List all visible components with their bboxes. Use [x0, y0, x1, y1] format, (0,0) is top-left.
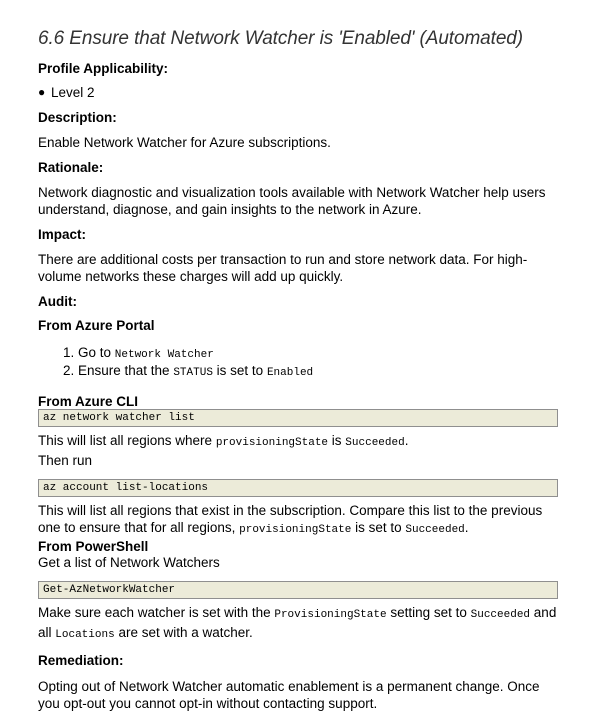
step2-code: STATUS: [173, 367, 213, 379]
step2-text: Ensure that the: [78, 363, 174, 378]
profile-heading: Profile Applicability:: [38, 61, 169, 76]
impact-text: There are additional costs per transaction to run and store network data. For high-volume networks these charges will add up quickly.: [38, 252, 528, 284]
cli-text-1-end: .: [404, 433, 409, 448]
profile-level: Level 2: [51, 85, 95, 100]
cli-text-2-end: .: [464, 520, 469, 535]
ps-text-2-value: Succeeded: [470, 609, 531, 621]
powershell-text: Get a list of Network Watchers: [38, 555, 220, 570]
cli-heading: From Azure CLI: [38, 394, 139, 409]
cli-text-2-code: provisioningState: [239, 524, 352, 536]
then-run-text: Then run: [38, 453, 93, 468]
description-text: Enable Network Watcher for Azure subscriptions.: [38, 135, 331, 150]
cli-text-2: [38, 502, 558, 539]
ps-text-2-b: setting set to: [386, 605, 471, 620]
cli-text-1-a: This will list all regions where: [38, 433, 216, 448]
remediation-text: Opting out of Network Watcher automatic enablement is a permanent change. Once you opt-out you cannot opt-in without contacting support.: [38, 679, 540, 711]
cli-command-2: az account list-locations: [38, 479, 558, 497]
ps-text-2-a: Make sure each watcher is set with the: [38, 605, 275, 620]
cli-text-1: [38, 432, 558, 452]
audit-heading: Audit:: [38, 294, 77, 309]
cli-text-2-value: Succeeded: [405, 524, 465, 536]
ps-text-2-d: are set with a watcher.: [114, 625, 253, 640]
ps-text-2-code: ProvisioningState: [274, 609, 387, 621]
rationale-heading: Rationale:: [38, 160, 104, 175]
document-page: [38, 28, 558, 712]
impact-heading: Impact:: [38, 227, 87, 242]
step1-code: Network Watcher: [114, 349, 214, 361]
profile-level-item: [38, 84, 558, 101]
powershell-command: Get-AzNetworkWatcher: [38, 581, 558, 599]
ps-text-2-c: and all: [38, 605, 557, 640]
ps-text-2-code2: Locations: [55, 629, 115, 641]
rationale-text: Network diagnostic and visualization tools available with Network Watcher help users understand, diagnose, and gain insights to the network in Azure.: [38, 185, 546, 217]
list-item: [78, 363, 558, 381]
bullet-icon: ●: [38, 85, 46, 99]
description-heading: Description:: [38, 110, 117, 125]
cli-text-1-code: provisioningState: [215, 437, 329, 449]
cli-text-1-b: is: [328, 433, 346, 448]
portal-steps: [38, 345, 558, 381]
cli-text-2-b: is set to: [351, 520, 406, 535]
step2-middle: is set to: [212, 363, 267, 378]
remediation-heading: Remediation:: [38, 653, 124, 668]
step2-value: Enabled: [266, 367, 314, 379]
powershell-text-2: [38, 604, 558, 644]
step1-text: Go to: [78, 345, 115, 360]
portal-heading: From Azure Portal: [38, 318, 155, 333]
list-item: [78, 345, 558, 363]
cli-command-1: az network watcher list: [38, 409, 558, 427]
powershell-heading: From PowerShell: [38, 539, 149, 554]
page-title: 6.6 Ensure that Network Watcher is 'Enabled' (Automated): [38, 28, 523, 49]
cli-text-1-value: Succeeded: [345, 437, 405, 449]
cli-text-2-a: This will list all regions that exist in the subscription. Compare this list to the previous one to ensure that for all regions,: [38, 503, 543, 535]
